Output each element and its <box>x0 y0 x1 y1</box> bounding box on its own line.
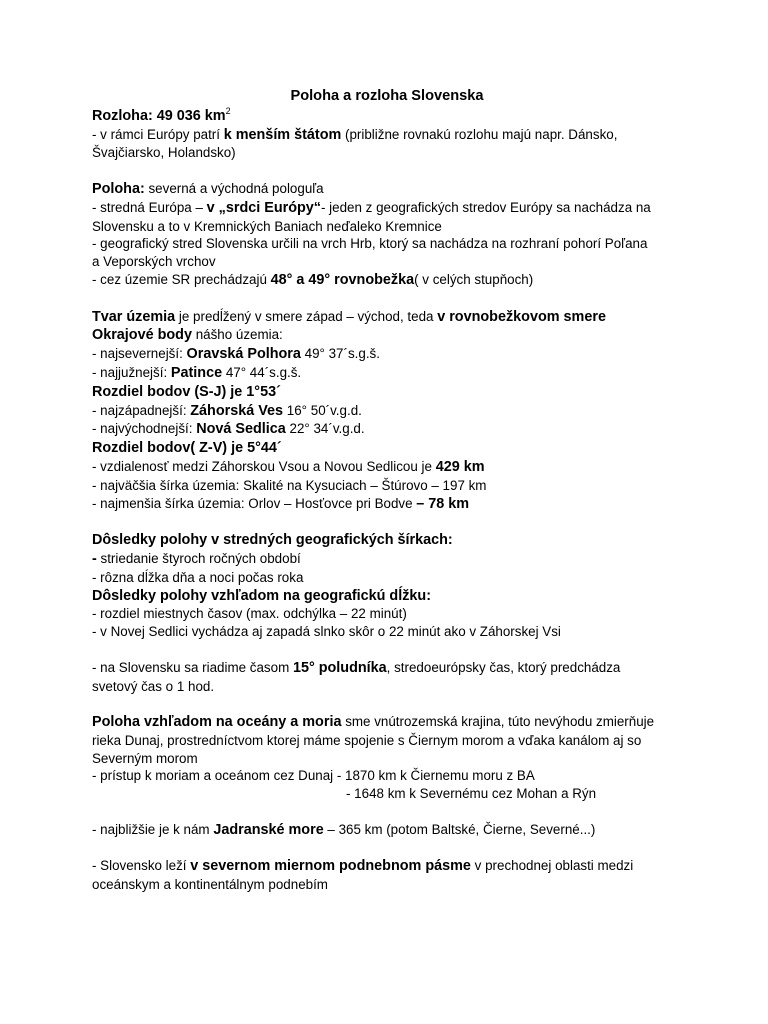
cas-line-2: svetový čas o 1 hod. <box>92 678 215 694</box>
dosledky-dlzka-heading: Dôsledky polohy vzhľadom na geografickú dĺžku: <box>92 587 431 604</box>
oceany-line-2: rieka Dunaj, prostredníctvom ktorej máme spojenie s Čiernym morom a vďaka kanálom aj so <box>92 732 642 748</box>
najvychodnejsi: - najvýchodnejší: Nová Sedlica 22° 34´v.g.d. <box>92 421 365 438</box>
poloha-line-2: Slovensku a to v Kremnických Baniach neďaleko Kremnice <box>92 218 442 234</box>
dosledky-sirka-heading: Dôsledky polohy v stredných geografických šírkach: <box>92 532 453 549</box>
oceany-line-5: - 1648 km k Severnému cez Mohan a Rýn <box>346 786 597 802</box>
tvar-uzemia: Tvar územia je predĺžený v smere západ – východ, teda v rovnobežkovom smere <box>92 308 606 325</box>
dosledky-line-2: - rôzna dĺžka dňa a noci počas roka <box>92 569 304 585</box>
dosledky-line-3: - rozdiel miestnych časov (max. odchýlka – 22 minút) <box>92 606 407 622</box>
oceany-line-4: - prístup k moriam a oceánom cez Dunaj - 1870 km k Čiernemu moru z BA <box>92 768 535 784</box>
vzdialenost: - vzdialenosť medzi Záhorskou Vsou a Novou Sedlicou je 429 km <box>92 458 485 475</box>
rozloha-line-2: Švajčiarsko, Holandsko) <box>92 145 236 161</box>
podnebie-line-1: - Slovensko leží v severnom miernom podnebnom pásme v prechodnej oblasti medzi <box>92 858 634 875</box>
najmensia-sirka: - najmenšia šírka územia: Orlov – Hosťovce pri Bodve – 78 km <box>92 495 470 512</box>
poloha-line-4: a Veporských vrchov <box>92 254 216 270</box>
rozdiel-sj: Rozdiel bodov (S-J) je 1°53´ <box>92 383 281 400</box>
najvacsia-sirka: - najväčšia šírka územia: Skalité na Kysuciach – Štúrovo – 197 km <box>92 477 487 493</box>
rozloha-line-1: - v rámci Európy patrí k menším štátom (približne rovnakú rozlohu majú napr. Dánsko, <box>92 126 618 143</box>
page-title: Poloha a rozloha Slovenska <box>290 88 484 104</box>
jadranske-more: - najbližšie je k nám Jadranské more – 365 km (potom Baltské, Čierne, Severné...) <box>92 821 596 838</box>
najjuznejsi: - najjužnejší: Patince 47° 44´s.g.š. <box>92 364 302 381</box>
dosledky-line-4: - v Novej Sedlici vychádza aj zapadá slnko skôr o 22 minút ako v Záhorskej Vsi <box>92 624 561 640</box>
poloha-heading: Poloha: severná a východná pologuľa <box>92 180 324 197</box>
oceany-line-1: Poloha vzhľadom na oceány a moria sme vnútrozemská krajina, túto nevýhodu zmierňuje <box>92 714 655 731</box>
poloha-line-1: - stredná Európa – v „srdci Európy“- jeden z geografických stredov Európy sa nachádza na <box>92 199 651 216</box>
poloha-line-5: - cez územie SR prechádzajú 48° a 49° rovnobežka( v celých stupňoch) <box>92 271 534 288</box>
rozdiel-zv: Rozdiel bodov( Z-V) je 5°44´ <box>92 440 282 457</box>
document-page <box>92 88 682 894</box>
najsevernejsi: - najsevernejší: Oravská Polhora 49° 37´s.g.š. <box>92 346 380 363</box>
najzapadnejsi: - najzápadnejší: Záhorská Ves 16° 50´v.g.d. <box>92 402 362 419</box>
rozloha-heading: Rozloha: 49 036 $km^2$ <box>92 105 231 124</box>
podnebie-line-2: oceánskym a kontinentálnym podnebím <box>92 877 328 893</box>
okrajove-body-heading: Okrajové body nášho územia: <box>92 327 283 344</box>
cas-line-1: - na Slovensku sa riadime časom 15° poludníka, stredoeurópsky čas, ktorý predchádza <box>92 659 621 676</box>
oceany-line-3: Severným morom <box>92 750 198 766</box>
dosledky-line-1: - striedanie štyroch ročných období <box>92 550 301 567</box>
poloha-line-3: - geografický stred Slovenska určili na vrch Hrb, ktorý sa nachádza na rozhraní pohorí Poľana <box>92 236 648 252</box>
